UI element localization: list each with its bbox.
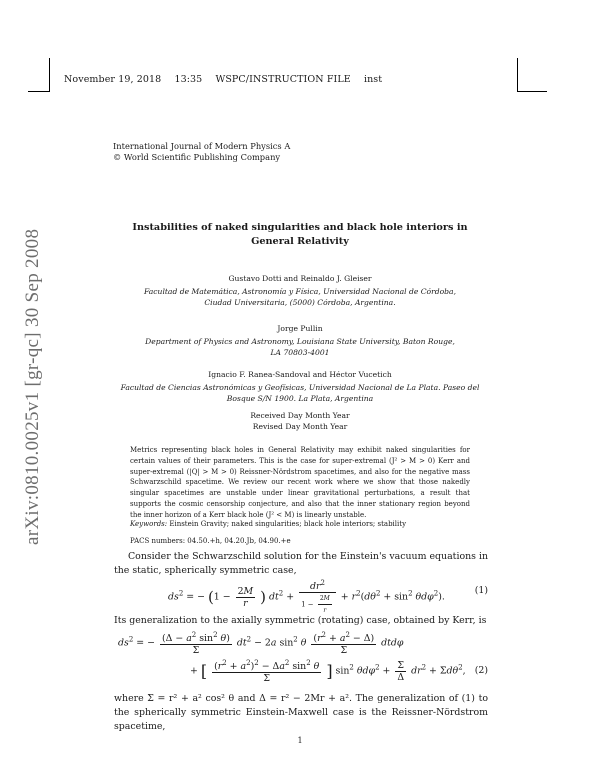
- header-time: 13:35: [174, 74, 203, 85]
- pacs-numbers: PACS numbers: 04.50.+h, 04.20.Jb, 04.90.+e: [130, 537, 291, 545]
- running-header: [64, 74, 392, 85]
- revised-date: Revised Day Month Year: [252, 422, 348, 431]
- header-date: November 19, 2018: [64, 74, 162, 85]
- abstract: Metrics representing black holes in General Relativity may exhibit naked singularities for certain values of their parameters. This is the case for super-extremal (J² > M > 0) Kerr and super-extremal (|Q| > M > 0) Reissner-Nördstrom spacetimes, and also for the negative mass Schwarzschild spacetime. We review our recent work where we show that those nakedly singular spacetimes are unstable under linear gravitational perturbations, a result that supports the cosmic censorship conjecture, and also that the inner stationary region beyond the inner horizon of a Kerr black hole (J² < M) is linearly unstable.: [130, 446, 470, 519]
- journal-name: International Journal of Modern Physics A: [113, 141, 291, 151]
- author-names-1: Gustavo Dotti and Reinaldo J. Gleiser: [228, 274, 372, 283]
- author-names-2: Jorge Pullin: [277, 324, 323, 333]
- equation-1: $ds^2$ = − (1 − $\frac{2M}{r}$ ) $dt^2$ + $dr^2$ 1 − $\frac{2M}{r}$ + $r^2(d\theta^2 + \sin^2 \theta d\varphi^2)$. (1): [168, 579, 488, 615]
- keywords-label: Keywords: [130, 520, 165, 528]
- journal-copyright: © World Scientific Publishing Company: [113, 152, 281, 162]
- crop-mark-right-horizontal: [517, 91, 547, 92]
- paper-title: Instabilities of naked singularities and black hole interiors in General Relativity: [132, 222, 468, 247]
- header-name: inst: [363, 74, 383, 85]
- body-paragraph-1: Consider the Schwarzschild solution for the Einstein's vacuum equations in the static, spherically symmetric case,: [114, 551, 488, 576]
- equation-1-number: (1): [474, 585, 488, 596]
- equation-2-number: (2): [474, 665, 488, 676]
- arxiv-stamp: arXiv:0810.0025v1 [gr-qc] 30 Sep 2008: [22, 228, 43, 545]
- keywords-line: Keywords: Einstein Gravity; naked singularities; black hole interiors; stability: [130, 520, 407, 528]
- author-affiliation-2: Department of Physics and Astronomy, Louisiana State University, Baton Rouge, LA 70803-4001: [145, 337, 455, 357]
- body-paragraph-2: Its generalization to the axially symmetric (rotating) case, obtained by Kerr, is: [114, 615, 487, 626]
- keywords-text: Einstein Gravity; naked singularities; black hole interiors; stability: [169, 520, 407, 528]
- author-affiliation-3: Facultad de Ciencias Astronómicas y Geofísicas, Universidad Nacional de La Plata. Paseo del Bosque S/N 1900. La Plata, Argentina: [120, 383, 480, 403]
- crop-mark-left-horizontal: [28, 91, 50, 92]
- crop-mark-left-vertical: [49, 58, 50, 92]
- author-affiliation-1: Facultad de Matemática, Astronomía y Física, Universidad Nacional de Córdoba, Ciudad Universitaria, (5000) Córdoba, Argentina.: [144, 287, 456, 307]
- journal-info: [113, 141, 290, 163]
- received-date: Received Day Month Year: [250, 411, 350, 420]
- crop-mark-right-vertical: [517, 58, 518, 92]
- header-file: WSPC/INSTRUCTION FILE: [215, 74, 351, 85]
- page-number: 1: [297, 736, 303, 745]
- equation-2: $ds^2$ = − $\frac{(\Delta - a^2 \sin^2 \theta)}{\Sigma}$ $dt^2 - 2a$ $\sin^2 \theta$ $\frac{(r^2 + a^2 - \Delta)}{\Sigma}$ dtdφ + [ $\frac{(r^2 + a^2)^2 - \Delta a^2 \sin^2 \theta}{\Sigma}$ ] $\sin^2 \theta d\varphi^2$ + $\frac{\Sigma}{\Delta}$ $dr^2 + \Sigma d\theta^2$, (2): [118, 631, 488, 685]
- author-names-3: Ignacio F. Ranea-Sandoval and Héctor Vucetich: [208, 370, 392, 379]
- body-paragraph-3: where Σ = r² + a² cos² θ and Δ = r² − 2Mr + a². The generalization of (1) to the spherically symmetric Einstein-Maxwell case is the Reissner-Nördstrom spacetime,: [114, 693, 488, 732]
